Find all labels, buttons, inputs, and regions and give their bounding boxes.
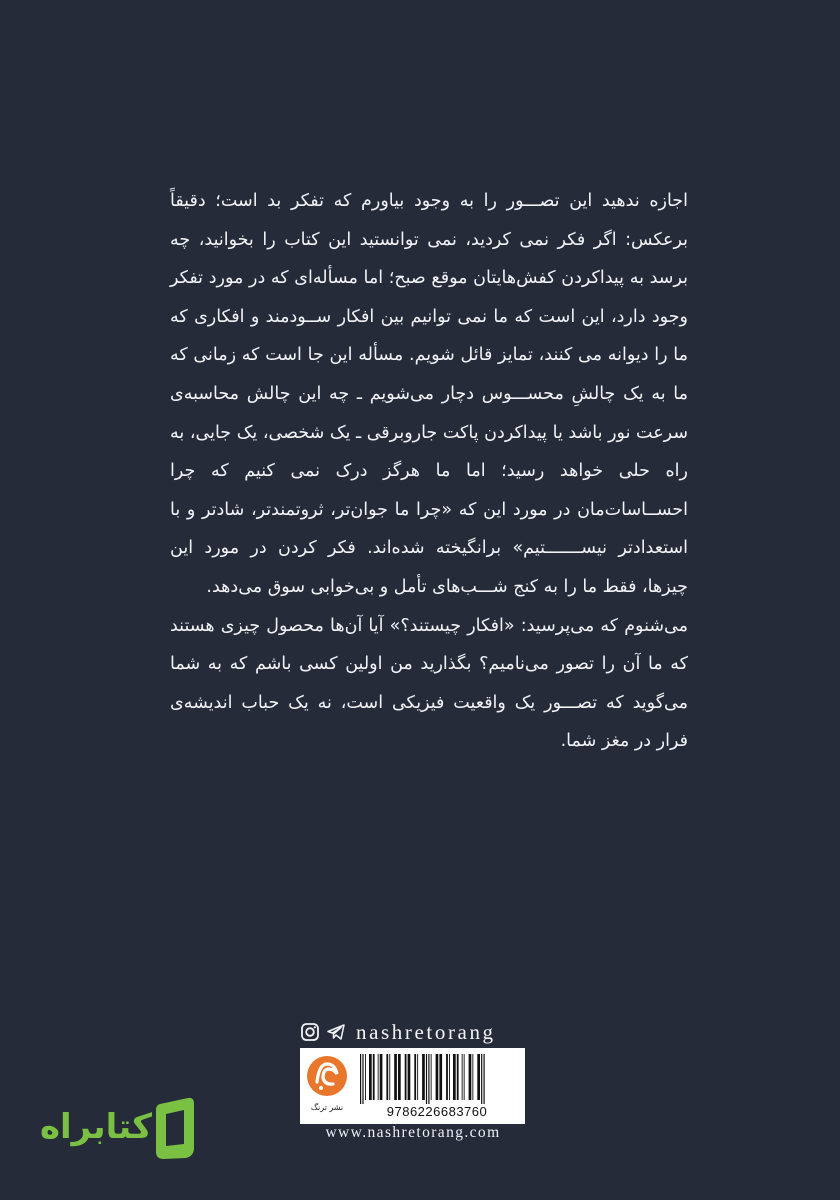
barcode [358, 1054, 516, 1104]
barcode-bar [453, 1054, 456, 1100]
barcode-bar [469, 1054, 472, 1100]
barcode-bar [436, 1054, 439, 1100]
barcode-bar [360, 1054, 361, 1104]
barcode-bar [428, 1054, 429, 1104]
social-handle: nashretorang [356, 1019, 496, 1044]
publisher-website: www.nashretorang.com [325, 1124, 501, 1141]
barcode-bar [398, 1054, 401, 1100]
barcode-bar [362, 1054, 363, 1104]
barcode-bar [484, 1054, 485, 1104]
telegram-icon [326, 1022, 346, 1042]
barcode-bar [389, 1054, 390, 1100]
barcode-bar [449, 1054, 450, 1100]
barcode-bar [477, 1054, 480, 1100]
barcode-bar [464, 1054, 465, 1100]
isbn-number: 9786226683760 [386, 1104, 488, 1119]
barcode-bar [472, 1054, 473, 1100]
barcode-bar [365, 1054, 366, 1100]
barcode-bar [481, 1054, 482, 1104]
barcode-bar [380, 1054, 383, 1100]
barcode-bar [386, 1054, 388, 1100]
publisher-name: نشر ترنگ [310, 1103, 344, 1112]
barcode-bar [457, 1054, 459, 1100]
barcode-bar [369, 1054, 372, 1100]
barcode-bar [414, 1054, 416, 1100]
instagram-icon [300, 1022, 320, 1042]
ketabrah-store-name: کتابراه [39, 1107, 152, 1147]
blurb-paragraph-2: می‌شنوم که می‌پرسید: «افکار چیستند؟» آیا آن‌ها محصول چیزی هستند که ما آن را تصور می‌نامیم؟ بگذارید من اولین کسی باشم که به شما می‌گوید که تصـــور یک واقعیت فیزیکی است، نه یک حباب اندیشه‌ی فرار در مغز شما. [170, 615, 688, 752]
blurb-paragraph-1: اجازه ندهید این تصـــور را به وجود بیاورم که تفکر بد است؛ دقیقاً برعکس: اگر فکر نمی کردید، نمی توانستید این کتاب را بخوانید، چه برسد به پیداکردن کفش‌هایتان موقع صبح؛ اما مسأله‌ای که در مورد تفکر وجود دارد، این است که ما نمی توانیم بین افکار ســودمند و افکاری که ما را دیوانه می کنند، تمایز قائل شویم. مسأله این جا است که زمانی که ما به یک چالشِ محســـوس دچار می‌شویم ـ چه این چالش محاسبه‌ی سرعت نور باشد یا پیداکردن پاکت جاروبرقی ـ یک شخصی، یک جایی، به راه حلی خواهد رسید؛ اما ما هرگز درک نمی کنیم که چرا احســاسات‌مان در مورد این که «چرا ما جوان‌تر، ثروتمندتر، شادتر و با استعدادتر نیســـــــتیم» برانگیخته شده‌اند. فکر کردن در مورد این چیزها، فقط ما را به کنج شـــب‌های تأمل و بی‌خوابی سوق می‌دهد. [170, 191, 688, 597]
barcode-bar [422, 1054, 425, 1100]
barcode-bar [408, 1054, 411, 1100]
barcode-bar [439, 1054, 442, 1100]
barcode-bar [405, 1054, 407, 1100]
back-cover-blurb [170, 182, 688, 761]
barcode-bar [426, 1054, 427, 1104]
barcode-bar [462, 1054, 463, 1100]
social-handle-row [300, 1017, 530, 1047]
barcode-bar [394, 1054, 397, 1100]
barcode-bar [431, 1054, 432, 1100]
barcode-bar [446, 1054, 448, 1100]
barcode-panel [300, 1048, 525, 1124]
barcode-bar [417, 1054, 418, 1100]
barcode-bar [378, 1054, 379, 1100]
barcode-bar [373, 1054, 375, 1100]
